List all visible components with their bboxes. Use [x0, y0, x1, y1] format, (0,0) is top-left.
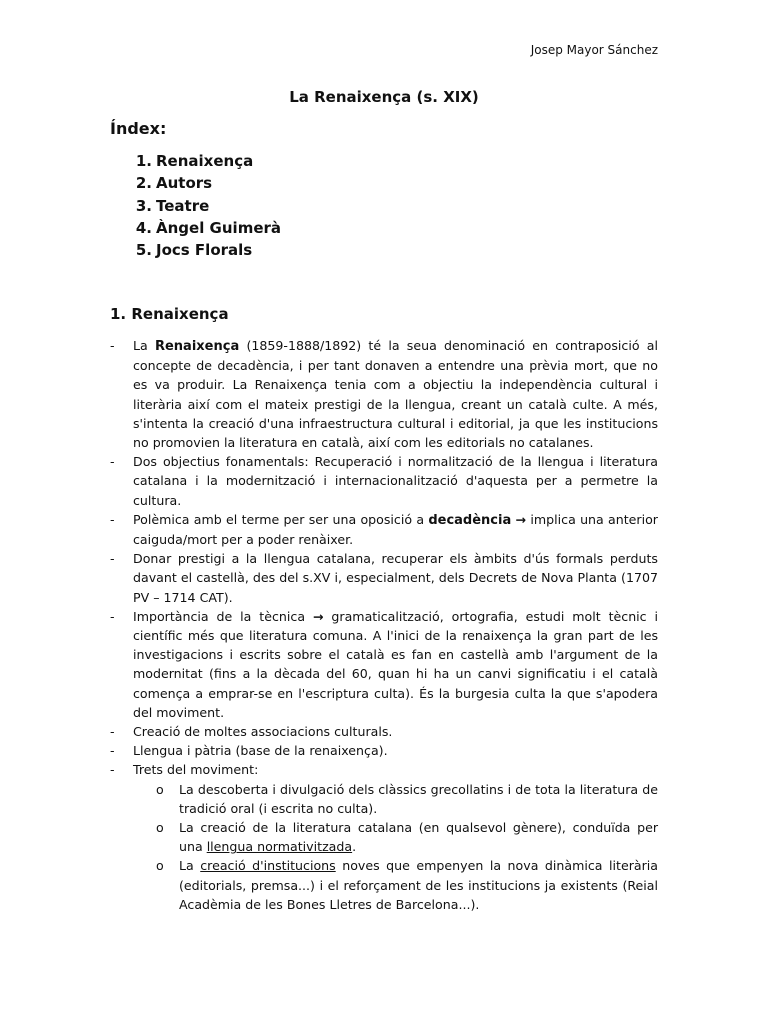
index-item: 4. Àngel Guimerà: [135, 218, 282, 237]
bold-term: Renaixença: [154, 339, 240, 354]
bullet-marker: -: [110, 724, 115, 740]
bullet-item: - La Renaixença (1859-1888/1892) té la seua denominació en contraposició al concepte de decadència, i per tant donaven a entendre una prèvia mort, que no es va produir. La Renaixença tenia com a objectiu la independència cultural i literària així com el mateix prestigi de la llengua, creant un català culte. A més, s'intenta la creació d'una infraestructura cultural i editorial, ja que les institucions no promovien la literatura en català, així com les editorials no catalanes.: [110, 338, 658, 451]
bullet-marker: -: [110, 454, 115, 470]
arrow-right-icon: →: [312, 608, 324, 624]
bullet-item: - Creació de moltes associacions culturals.: [110, 722, 658, 741]
bullet-item: - Llengua i pàtria (base de la renaixença).: [110, 741, 658, 760]
index-item: 2. Autors: [135, 174, 213, 193]
bullet-marker: -: [110, 743, 115, 759]
bold-term: decadència: [428, 512, 512, 528]
index-item: 3. Teatre: [135, 196, 210, 215]
bullet-list: [110, 336, 658, 914]
underlined-term: creació d'institucions: [200, 858, 336, 874]
bullet-item: - Trets del moviment: o La descoberta i divulgació dels clàssics grecollatins i de tota la literatura de tradició oral (i escrita no culta). o La creació de la literatura catalana (en qualsevol gènere), conduïda per una llengua normativitzada. o La creació d'institucions noves que empenyen la nova dinàmica literària (editorials, premsa...) i el reforçament de les institucions ja existents (Reial Acadèmia de les Bones Lletres de Barcelona...).: [110, 760, 658, 914]
sub-item: o La creació d'institucions noves que empenyen la nova dinàmica literària (editorials, premsa...) i el reforçament de les institucions ja existents (Reial Acadèmia de les Bones Lletres de Barcelona...).: [156, 858, 658, 912]
sub-item: o La descoberta i divulgació dels clàssics grecollatins i de tota la literatura de tradició oral (i escrita no culta).: [156, 781, 658, 816]
page-title: La Renaixença (s. XIX): [289, 88, 479, 106]
author-name: Josep Mayor Sánchez: [530, 43, 658, 57]
bullet-marker: -: [110, 762, 115, 778]
index-item: 1. Renaixença: [135, 152, 254, 170]
index-list: [110, 150, 281, 261]
bullet-marker: -: [110, 511, 115, 527]
underlined-term: llengua normativitzada: [206, 839, 353, 855]
bullet-marker: -: [110, 608, 115, 624]
sub-marker: o: [156, 781, 164, 797]
bullet-item: - Donar prestigi a la llengua catalana, recuperar els àmbits d'ús formals perduts davant el castellà, des del s.XV i, especialment, dels Decrets de Nova Planta (1707 PV – 1714 CAT).: [110, 551, 658, 605]
sub-list: [133, 780, 658, 914]
bullet-marker: -: [110, 551, 115, 567]
index-heading: Índex:: [110, 119, 167, 138]
bullet-item: - Polèmica amb el terme per ser una oposició a decadència → implica una anterior caiguda/mort per a poder renàixer.: [110, 511, 658, 548]
bullet-marker: -: [110, 338, 115, 353]
section-heading: 1. Renaixença: [110, 305, 229, 323]
bullet-item: - Importància de la tècnica → gramaticalització, ortografia, estudi molt tècnic i científic més que literatura comuna. A l'inici de la renaixença la gran part de les investigacions i escrits sobre el català es fan en castellà amb l'argument de la modernitat (fins a la dècada del 60, quan hi ha un canvi significatiu i el català comença a emprar-se en l'escriptura culta). És la burgesia culta la que s'apodera del moviment.: [110, 608, 658, 720]
arrow-right-icon: →: [515, 511, 527, 527]
sub-item: o La creació de la literatura catalana (en qualsevol gènere), conduïda per una llengua normativitzada.: [156, 820, 658, 855]
index-item: 5. Jocs Florals: [135, 241, 253, 260]
sub-marker: o: [156, 858, 164, 874]
bullet-item: - Dos objectius fonamentals: Recuperació i normalització de la llengua i literatura catalana i la modernització i internacionalització d'aquesta per a permetre la cultura.: [110, 454, 658, 508]
sub-marker: o: [156, 820, 164, 836]
